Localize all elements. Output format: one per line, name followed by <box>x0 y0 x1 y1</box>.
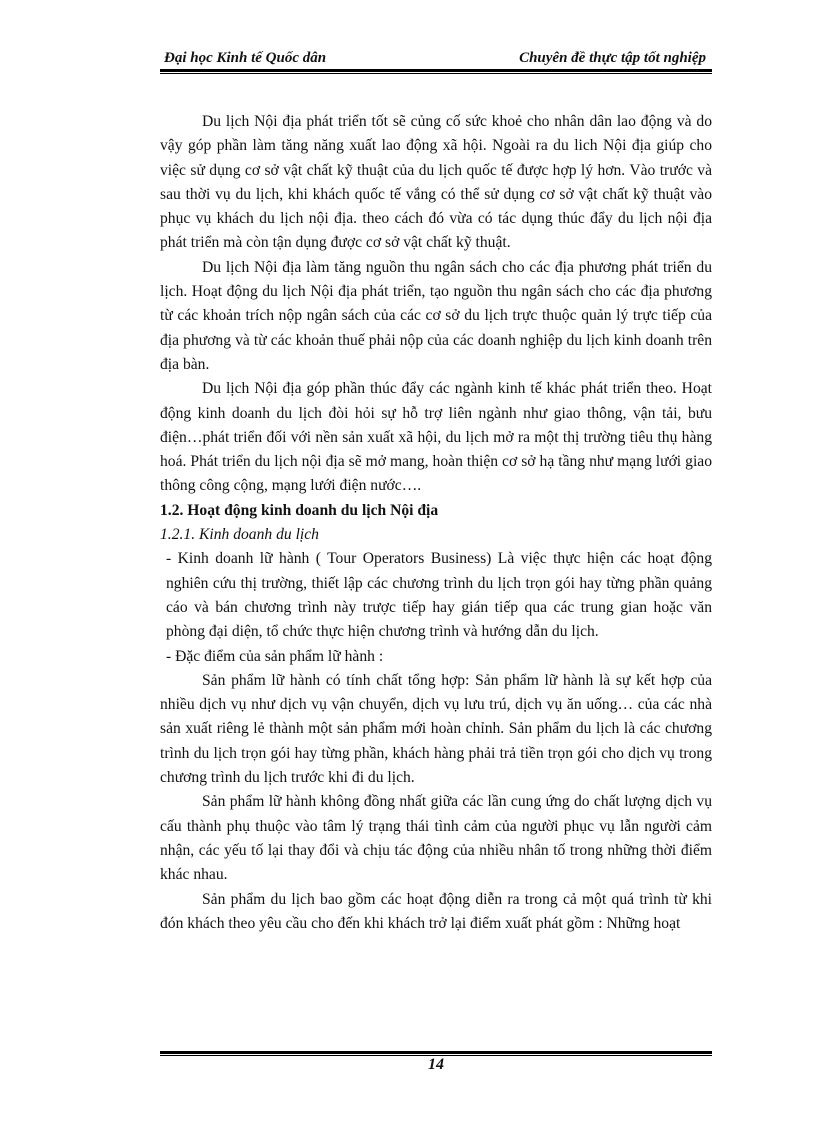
footer-rule <box>160 1051 712 1054</box>
paragraph: Du lịch Nội địa làm tăng nguồn thu ngân sách cho các địa phương phát triển du lịch. Hoạt động du lịch Nội địa phát triển, tạo nguồn thu ngân sách cho các địa phương từ các khoản trích nộp ngân sách của các cơ sở du lịch trực thuộc quản lý trực tiếp của địa phương và từ các khoản thuế phải nộp của các doanh nghiệp du lịch kinh doanh trên địa bàn. <box>160 258 712 373</box>
header-rule <box>160 69 712 72</box>
paragraph: Sản phẩm lữ hành có tính chất tổng hợp: Sản phẩm lữ hành là sự kết hợp của nhiều dịch vụ như dịch vụ vận chuyển, dịch vụ lưu trú, dịch vụ ăn uống… của các nhà sản xuất riêng lẻ thành một sản phẩm mới hoàn chỉnh. Sản phẩm du lịch là các chương trình du lịch trọn gói hay từng phần, khách hàng phải trả tiền trọn gói cho dịch vụ trong chương trình du lịch trước khi đi du lịch. <box>160 671 712 787</box>
header-document-title: Chuyên đề thực tập tốt nghiệp <box>519 50 706 66</box>
paragraph: Du lịch Nội địa phát triển tốt sẽ củng cố sức khoẻ cho nhân dân lao động và do vậy góp phần làm tăng năng xuất lao động xã hội. Ngoài ra du lich Nội địa giúp cho việc sử dụng cơ sở vật chất kỹ thuật của du lịch quốc tế được hợp lý hơn. Vào trước và sau thời vụ du lịch, khi khách quốc tế vắng có thể sử dụng cơ sở vật chất kỹ thuật vào phục vụ khách du lịch nội địa. theo cách đó vừa có tác dụng thúc đẩy du lịch nội địa phát triển mà còn tận dụng được cơ sở vật chất kỹ thuật. <box>160 113 712 252</box>
subsection-heading: 1.2.1. Kinh doanh du lịch <box>160 526 319 544</box>
bullet-paragraph: - Kinh doanh lữ hành ( Tour Operators Business) Là việc thực hiện các hoạt động nghiên cứu thị trường, thiết lập các chương trình du lịch trọn gói hay từng phần quảng cáo và bán chương trình này trược tiếp hay gián tiếp qua các trung gian hoặc văn phòng đại diện, tổ chức thực hiện chương trình và hướng dẫn du lịch. <box>166 550 712 641</box>
header-rule-thin <box>160 73 712 74</box>
page-number: 14 <box>428 1056 444 1073</box>
header-university: Đại học Kinh tế Quốc dân <box>164 50 327 66</box>
page-header <box>160 48 712 70</box>
paragraph: Sản phẩm du lịch bao gồm các hoạt động diễn ra trong cả một quá trình từ khi đón khách theo yêu cầu cho đến khi khách trở lại điểm xuất phát gồm : Những hoạt <box>160 890 712 932</box>
page-body <box>160 110 712 936</box>
paragraph: Du lịch Nội địa góp phần thúc đẩy các ngành kinh tế khác phát triển theo. Hoạt động kinh doanh du lịch đòi hỏi sự hỗ trợ liên ngành như giao thông, vận tải, bưu điện…phát triển đối với nền sản xuất xã hội, du lịch mở ra một thị trường tiêu thụ hàng hoá. Phát triển du lịch nội địa sẽ mở mang, hoàn thiện cơ sở hạ tầng như mạng lưới giao thông công cộng, mạng lưới điện nước…. <box>160 380 712 495</box>
bullet-paragraph: - Đặc điểm của sản phẩm lữ hành : <box>166 647 384 665</box>
paragraph: Sản phẩm lữ hành không đồng nhất giữa các lần cung ứng do chất lượng dịch vụ cấu thành phụ thuộc vào tâm lý trạng thái tình cảm của người phục vụ lẫn người cảm nhận, các yếu tố lại thay đổi và chịu tác động của nhiều nhân tố trong những thời điểm khác nhau. <box>160 793 712 884</box>
section-heading: 1.2. Hoạt động kinh doanh du lịch Nội địa <box>160 501 439 519</box>
